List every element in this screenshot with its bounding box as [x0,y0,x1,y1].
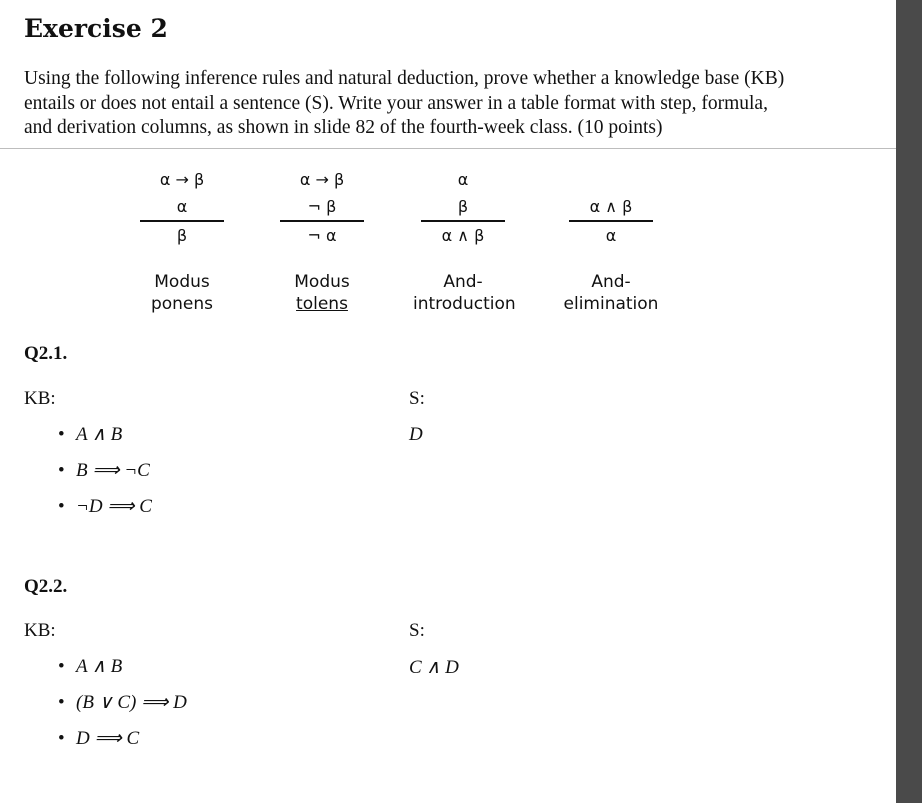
rule-conclusion: β [176,225,188,245]
question-heading: Q2.1. [24,343,68,364]
rule-name-line: Modus [154,271,210,292]
kb-formula: ¬D ⟹ C [76,496,152,517]
kb-label: KB: [24,388,56,409]
list-item [58,453,152,489]
kb-list [58,417,152,525]
rule-name [561,271,661,315]
bullet: • [58,692,65,713]
list-item [58,417,152,453]
kb-label: KB: [24,620,56,641]
kb-formula: A ∧ B [76,656,123,677]
rule-name-line: Modus [294,271,350,292]
rule-modus-ponens [132,166,232,315]
rule-name-line: And- [591,271,631,292]
bullet: • [58,424,65,445]
kb-formula: A ∧ B [76,424,123,445]
bullet: • [58,460,65,481]
rule-conclusion: α ∧ β [441,225,485,245]
list-item [58,685,187,721]
sentence-label: S: [409,388,425,409]
bullet: • [58,496,65,517]
question-heading: Q2.2. [24,576,68,597]
rule-name [413,271,516,315]
exercise-title: Exercise 2 [24,14,168,43]
kb-list [58,649,187,757]
rule-premise: α → β [299,170,345,189]
list-item [58,489,152,525]
divider [0,148,896,149]
sentence-label: S: [409,620,425,641]
rule-and-introduction [413,166,516,315]
rule-premise: α [457,170,469,189]
exercise-instructions: Using the following inference rules and natural deduction, prove whether a knowledge base (KB) entails or does not entail a sentence (S). Write your answer in a table format with step, formula, and derivation columns, as shown in slide 82 of the fourth-week class. (10 points) [24,68,785,138]
rule-name-line: elimination [563,293,659,314]
rule-modus-tolens [272,166,372,315]
kb-formula: (B ∨ C) ⟹ D [76,692,187,713]
sentence-formula: C ∧ D [409,657,459,678]
list-item [58,649,187,685]
rule-name-line: introduction [413,293,516,314]
rule-name-line: And- [443,271,483,292]
rule-premise: α → β [159,170,205,189]
rule-name-line: ponens [150,293,214,314]
list-item [58,721,187,757]
rule-conclusion: α [605,225,617,245]
kb-formula: D ⟹ C [76,728,140,749]
kb-formula: B ⟹ ¬C [76,460,150,481]
sentence-formula: D [409,424,423,445]
rule-name [272,271,372,315]
bullet: • [58,656,65,677]
rule-premise: β [457,197,469,216]
bullet: • [58,728,65,749]
scrollbar[interactable] [896,0,922,803]
rule-name-line: tolens [296,293,348,314]
rule-premise: α ∧ β [589,197,633,216]
rule-name [132,271,232,315]
rule-and-elimination [561,166,661,315]
rule-conclusion: ¬ α [307,225,337,245]
rule-premise: ¬ β [307,197,337,216]
rule-premise: α [176,197,188,216]
